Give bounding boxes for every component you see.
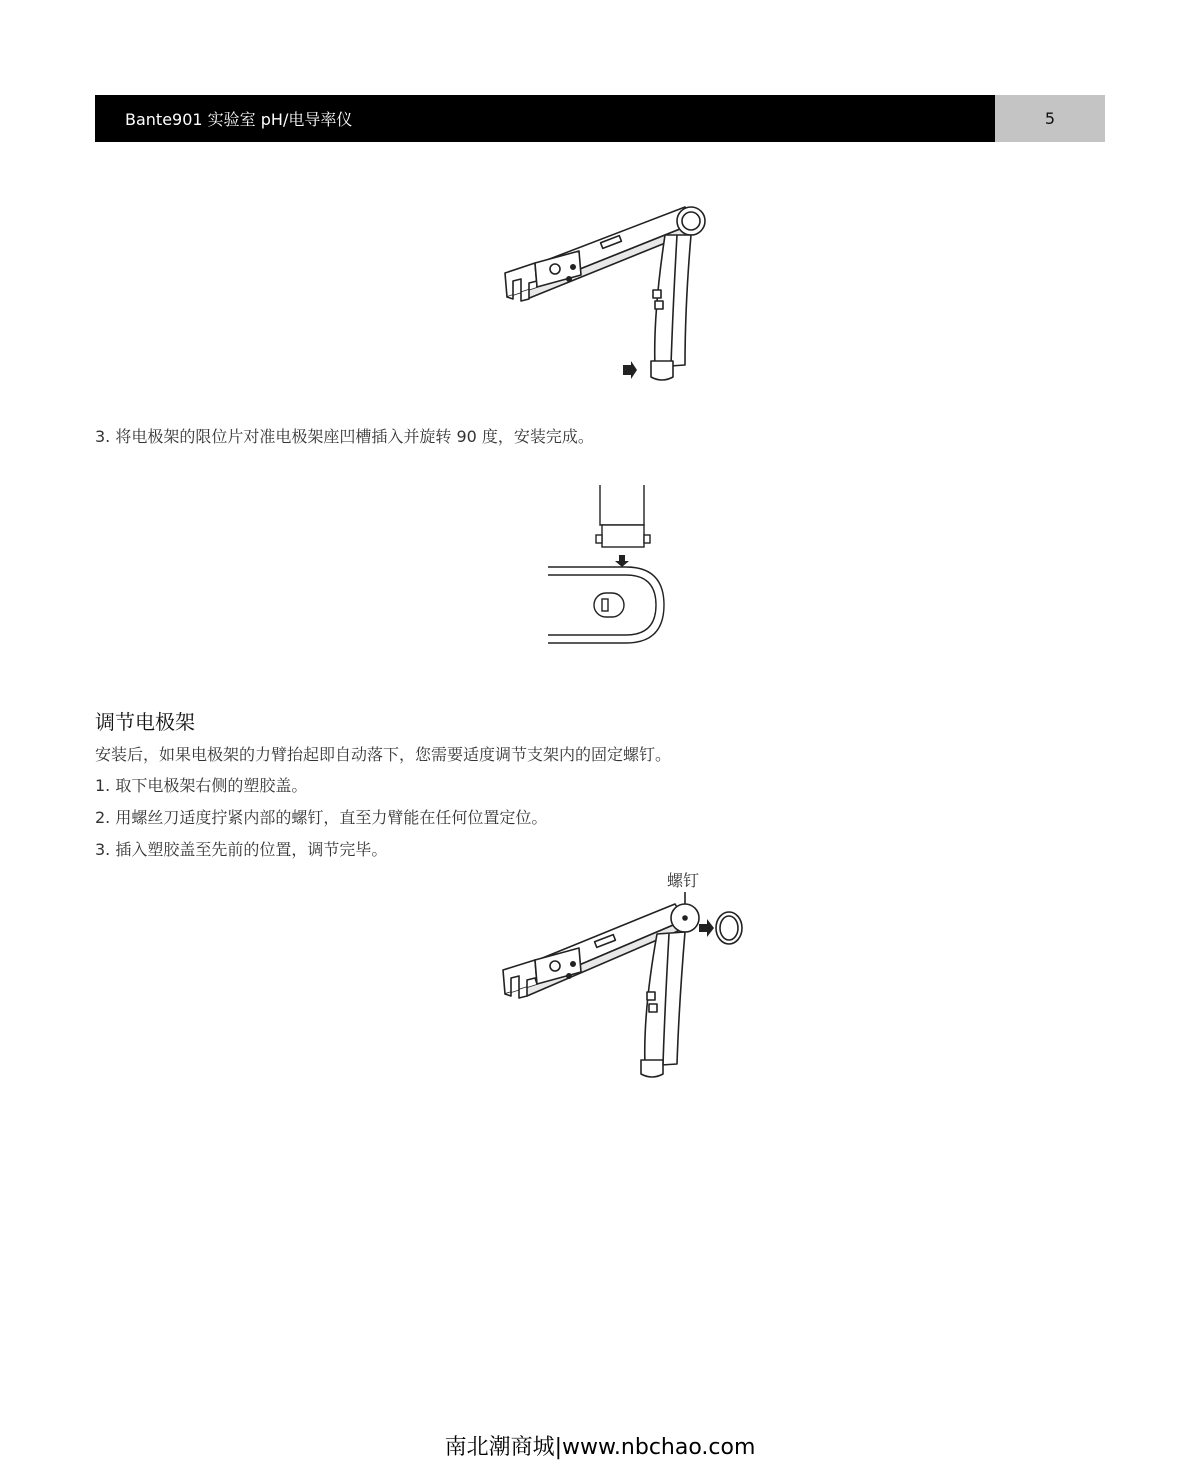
header-title: Bante901 实验室 pH/电导率仪 [125,110,353,129]
install-step-3: 3. 将电极架的限位片对准电极架座凹槽插入并旋转 90 度，安装完成。 [95,427,594,446]
page-header [95,95,995,142]
electrode-arm-figure-1 [495,195,715,385]
page-number-text: 5 [1044,109,1056,128]
adjust-step-2: 2. 用螺丝刀适度拧紧内部的螺钉，直至力臂能在任何位置定位。 [95,808,548,827]
page-number [995,95,1105,142]
section-title: 调节电极架 [95,710,195,734]
holder-base-figure [540,485,680,650]
footer-watermark: 南北潮商城|www.nbchao.com [444,1435,756,1460]
electrode-arm-figure-2 [495,868,755,1083]
section-intro: 安装后，如果电极架的力臂抬起即自动落下，您需要适度调节支架内的固定螺钉。 [95,745,672,764]
adjust-step-3: 3. 插入塑胶盖至先前的位置，调节完毕。 [95,840,388,859]
screw-label: 螺钉 [667,871,700,890]
adjust-step-1: 1. 取下电极架右侧的塑胶盖。 [95,776,308,795]
